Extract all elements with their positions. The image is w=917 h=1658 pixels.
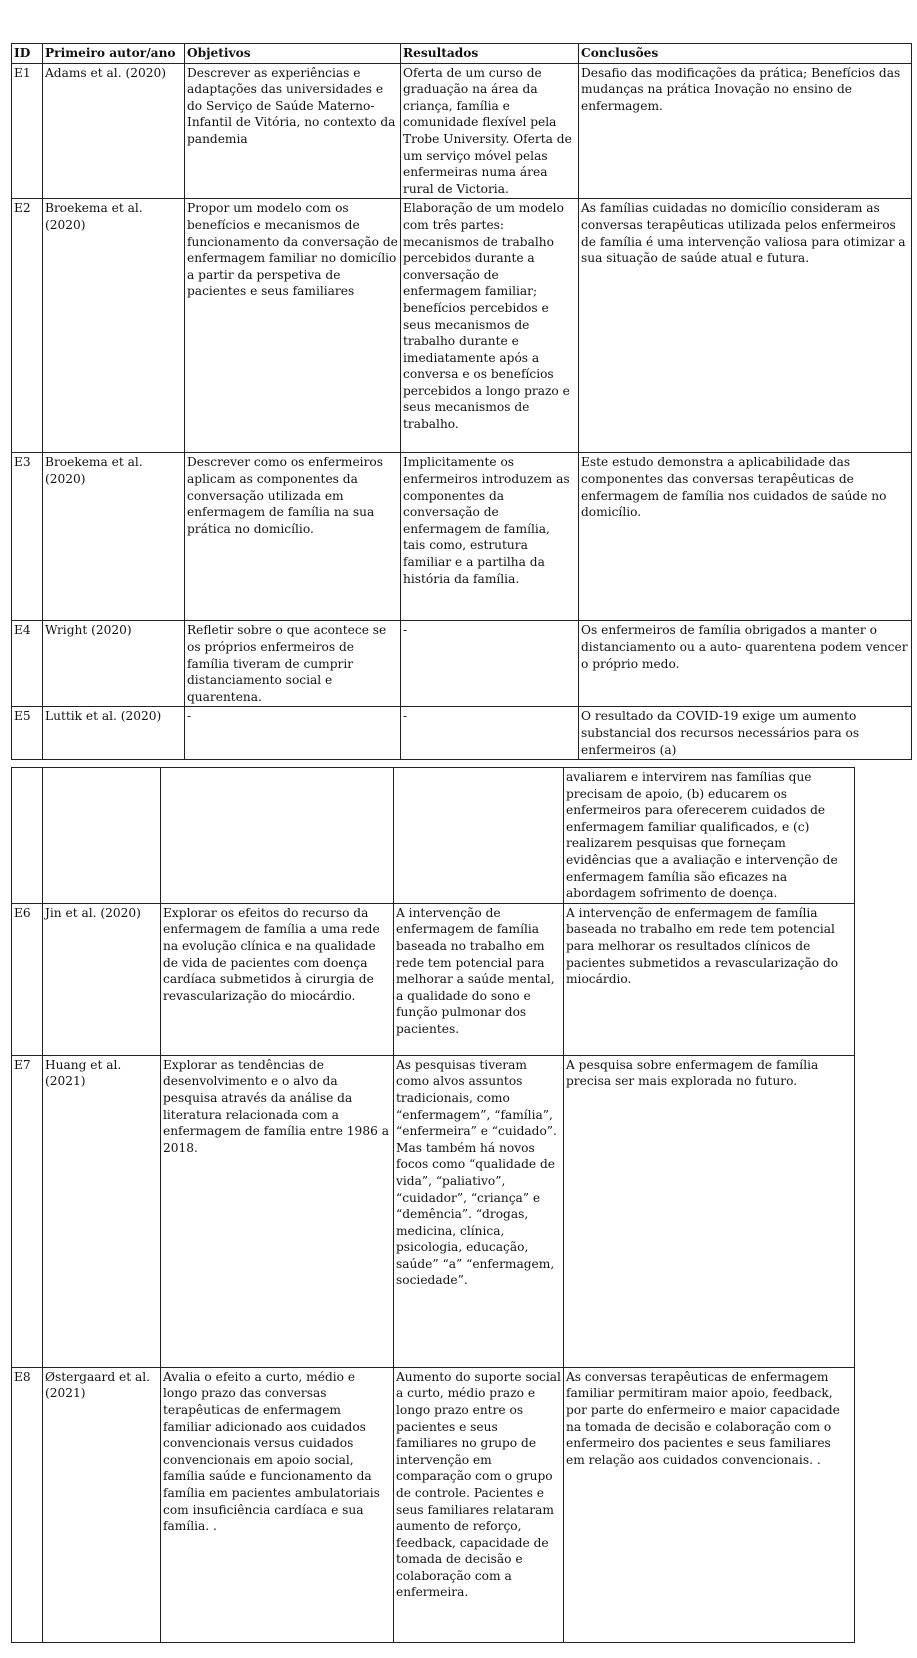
cell-objectives: Refletir sobre o que acontece se os próprios enfermeiros de família tiveram de cumprir distanciamento social e quarentena. — [185, 621, 401, 707]
table-row — [12, 903, 855, 1055]
cell-id: E8 — [12, 1367, 43, 1642]
cell-objectives: Explorar as tendências de desenvolvimento e o alvo da pesquisa através da análise da literatura relacionada com a enfermagem de família entre 1986 a 2018. — [161, 1055, 394, 1367]
table-row — [12, 707, 912, 760]
header-results: Resultados — [401, 44, 579, 64]
cell-conclusions: Desafio das modificações da prática; Benefícios das mudanças na prática Inovação no ensino de enfermagem. — [579, 63, 912, 199]
cell-objectives — [161, 768, 394, 904]
header-author: Primeiro autor/ano — [43, 44, 185, 64]
cell-id: E6 — [12, 903, 43, 1055]
table-row — [12, 1367, 855, 1642]
cell-id: E3 — [12, 453, 43, 621]
cell-results: Oferta de um curso de graduação na área da criança, família e comunidade flexível pela Trobe University. Oferta de um serviço móvel pelas enfermeiras numa área rural de Victoria. — [401, 63, 579, 199]
cell-objectives: - — [185, 707, 401, 760]
header-row — [12, 44, 912, 64]
cell-results: Aumento do suporte social a curto, médio prazo e longo prazo entre os pacientes e seus familiares no grupo de intervenção em comparação com o grupo de controle. Pacientes e seus familiares relataram aumento de reforço, feedback, capacidade de tomada de decisão e colaboração com a enfermeira. — [394, 1367, 564, 1642]
cell-objectives: Avalia o efeito a curto, médio e longo prazo das conversas terapêuticas de enfermagem familiar adicionado aos cuidados convencionais versus cuidados convencionais em apoio social, família saúde e funcionamento da família em pacientes ambulatoriais com insuficiência cardíaca e sua família. . — [161, 1367, 394, 1642]
header-id: ID — [12, 44, 43, 64]
cell-conclusions: avaliarem e intervirem nas famílias que precisam de apoio, (b) educarem os enfermeiros para oferecerem cuidados de enfermagem familiar qualificados, e (c) realizarem pesquisas que forneçam evidências que a avaliação e intervenção de enfermagem família são eficazes na abordagem sofrimento de doença. — [564, 768, 855, 904]
cell-conclusions: Os enfermeiros de família obrigados a manter o distanciamento ou a auto- quarentena podem vencer o próprio medo. — [579, 621, 912, 707]
cell-results: - — [401, 621, 579, 707]
cell-id: E4 — [12, 621, 43, 707]
header-objectives: Objetivos — [185, 44, 401, 64]
cell-objectives: Propor um modelo com os benefícios e mecanismos de funcionamento da conversação de enfermagem familiar no domicílio a partir da perspetiva de pacientes e seus familiares — [185, 199, 401, 453]
cell-results: As pesquisas tiveram como alvos assuntos tradicionais, como “enfermagem”, “família”, “enfermeira” e “cuidado”. Mas também há novos focos como “qualidade de vida”, “paliativo”, “cuidador”, “criança” e “demência”. “drogas, medicina, clínica, psicologia, educação, saúde” “a” “enfermagem, sociedade”. — [394, 1055, 564, 1367]
table-row — [12, 453, 912, 621]
cell-results: Elaboração de um modelo com três partes: mecanismos de trabalho percebidos durante a conversação de enfermagem familiar; benefícios percebidos e seus mecanismos de trabalho durante e imediatamente após a conversa e os benefícios percebidos a longo prazo e seus mecanismos de trabalho. — [401, 199, 579, 453]
table-row — [12, 199, 912, 453]
cell-author — [43, 768, 161, 904]
table-row — [12, 621, 912, 707]
cell-objectives: Descrever como os enfermeiros aplicam as componentes da conversação utilizada em enfermagem de família na sua prática no domicílio. — [185, 453, 401, 621]
studies-table-part-2 — [11, 767, 855, 1643]
header-conclusions: Conclusões — [579, 44, 912, 64]
cell-objectives: Descrever as experiências e adaptações das universidades e do Serviço de Saúde Materno-Infantil de Vitória, no contexto da pandemia — [185, 63, 401, 199]
cell-results: - — [401, 707, 579, 760]
cell-results: Implicitamente os enfermeiros introduzem as componentes da conversação de enfermagem de família, tais como, estrutura familiar e a partilha da história da família. — [401, 453, 579, 621]
cell-author: Huang et al. (2021) — [43, 1055, 161, 1367]
cell-author: Luttik et al. (2020) — [43, 707, 185, 760]
cell-conclusions: O resultado da COVID-19 exige um aumento substancial dos recursos necessários para os enfermeiros (a) — [579, 707, 912, 760]
cell-author: Jin et al. (2020) — [43, 903, 161, 1055]
table-row — [12, 63, 912, 199]
cell-author: Adams et al. (2020) — [43, 63, 185, 199]
cell-author: Broekema et al. (2020) — [43, 199, 185, 453]
cell-conclusions: Este estudo demonstra a aplicabilidade das componentes das conversas terapêuticas de enfermagem de família nos cuidados de saúde no domicílio. — [579, 453, 912, 621]
table-row — [12, 768, 855, 904]
table-row — [12, 1055, 855, 1367]
cell-id: E5 — [12, 707, 43, 760]
cell-conclusions: A intervenção de enfermagem de família baseada no trabalho em rede tem potencial para melhorar os resultados clínicos de pacientes submetidos a revascularização do miocárdio. — [564, 903, 855, 1055]
cell-author: Wright (2020) — [43, 621, 185, 707]
cell-author: Østergaard et al. (2021) — [43, 1367, 161, 1642]
cell-results: A intervenção de enfermagem de família baseada no trabalho em rede tem potencial para melhorar a saúde mental, a qualidade do sono e função pulmonar dos pacientes. — [394, 903, 564, 1055]
cell-conclusions: As conversas terapêuticas de enfermagem familiar permitiram maior apoio, feedback, por parte do enfermeiro e maior capacidade na tomada de decisão e colaboração com o enfermeiro dos pacientes e seus familiares em relação aos cuidados convencionais. . — [564, 1367, 855, 1642]
cell-author: Broekema et al. (2020) — [43, 453, 185, 621]
cell-id: E1 — [12, 63, 43, 199]
cell-conclusions: A pesquisa sobre enfermagem de família precisa ser mais explorada no futuro. — [564, 1055, 855, 1367]
cell-objectives: Explorar os efeitos do recurso da enfermagem de família a uma rede na evolução clínica e na qualidade de vida de pacientes com doença cardíaca submetidos à cirurgia de revascularização do miocárdio. — [161, 903, 394, 1055]
cell-id: E2 — [12, 199, 43, 453]
cell-id — [12, 768, 43, 904]
cell-conclusions: As famílias cuidadas no domicílio consideram as conversas terapêuticas utilizada pelos enfermeiros de família é uma intervenção valiosa para otimizar a sua situação de saúde atual e futura. — [579, 199, 912, 453]
cell-id: E7 — [12, 1055, 43, 1367]
studies-table-part-1 — [11, 43, 912, 760]
cell-results — [394, 768, 564, 904]
